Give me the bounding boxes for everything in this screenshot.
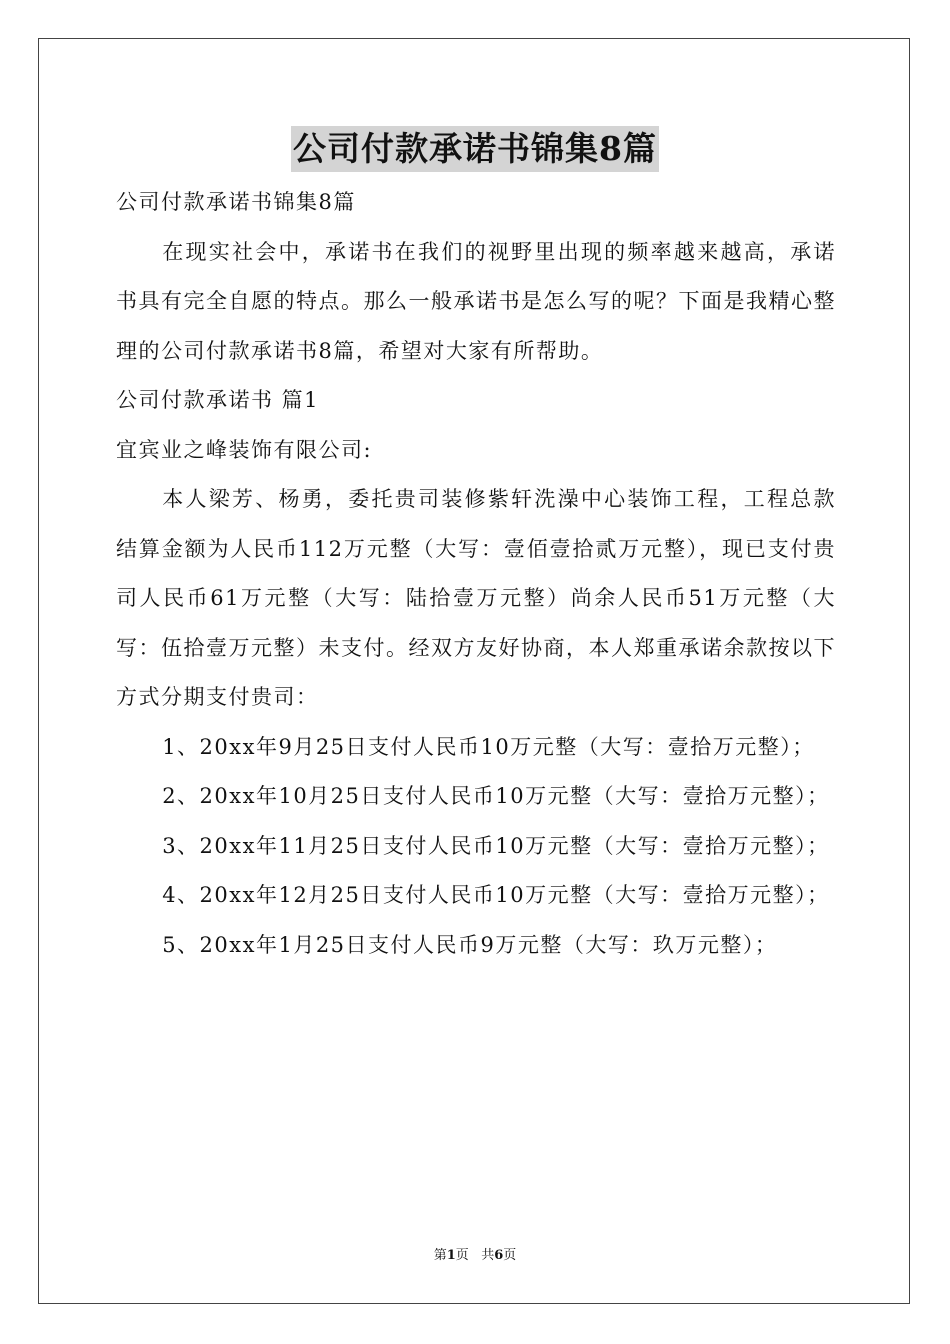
page-suffix: 页 — [455, 1248, 469, 1263]
section-heading: 公司付款承诺书 篇1 — [116, 388, 320, 412]
payment-item: 1、20xx年9月25日支付人民币10万元整（大写：壹拾万元整）； — [162, 734, 815, 759]
addressee: 宜宾业之峰装饰有限公司: — [116, 437, 373, 462]
total-prefix: 共 — [481, 1248, 495, 1263]
title-container — [0, 126, 950, 172]
payment-item: 2、20xx年10月25日支付人民币10万元整（大写：壹拾万元整）； — [162, 784, 830, 808]
body-paragraph: 本人梁芳、杨勇，委托贵司装修紫轩洗澡中心装饰工程，工程总款结算金额为人民币112万元整（大写：壹佰壹拾贰万元整），现已支付贵司人民币61万元整（大写：陆拾壹万元整）尚余人民币51万元整（大写：伍拾壹万元整）未支付。经双方友好协商，本人郑重承诺余款按以下方式分期支付贵司： — [116, 487, 836, 709]
document-title: 公司付款承诺书锦集8篇 — [291, 126, 659, 172]
payment-item: 5、20xx年1月25日支付人民币9万元整（大写：玖万元整）； — [162, 932, 778, 957]
payment-item: 3、20xx年11月25日支付人民币10万元整（大写：壹拾万元整）； — [162, 833, 830, 858]
payment-item: 4、20xx年12月25日支付人民币10万元整（大写：壹拾万元整）； — [162, 883, 830, 907]
document-body — [116, 178, 836, 970]
document-subtitle: 公司付款承诺书锦集8篇 — [116, 190, 356, 214]
page-current: 1 — [446, 1248, 456, 1263]
total-suffix: 页 — [503, 1248, 517, 1263]
page-prefix: 第 — [433, 1248, 447, 1263]
page-footer — [0, 1247, 950, 1265]
intro-paragraph: 在现实社会中，承诺书在我们的视野里出现的频率越来越高，承诺书具有完全自愿的特点。那么一般承诺书是怎么写的呢？下面是我精心整理的公司付款承诺书8篇，希望对大家有所帮助。 — [116, 239, 836, 363]
page-total: 6 — [494, 1248, 504, 1263]
